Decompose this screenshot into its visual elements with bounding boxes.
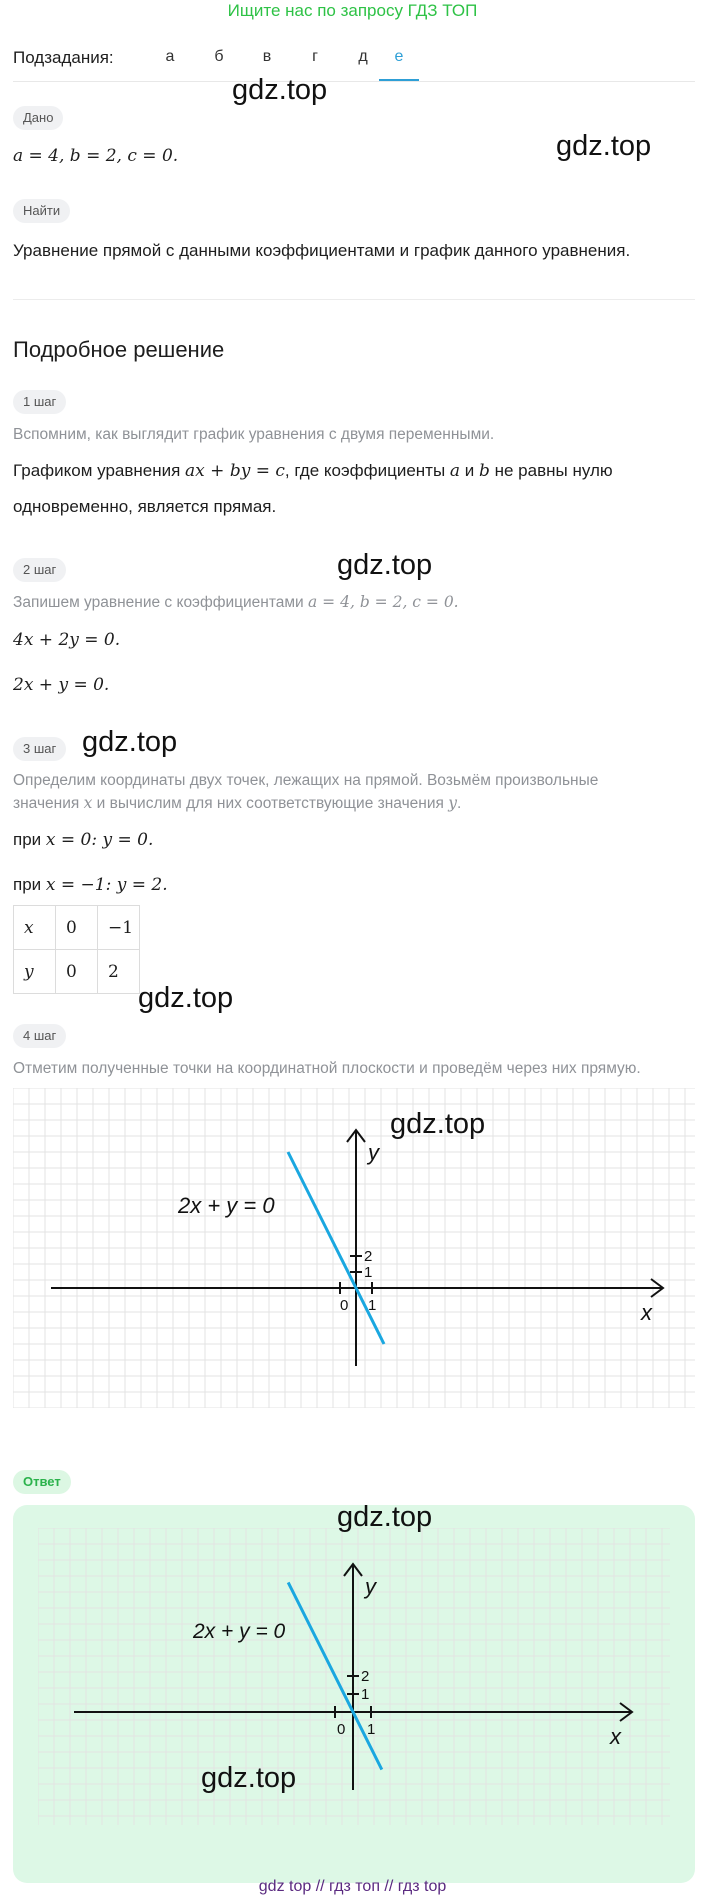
table-cell: x [14, 906, 56, 950]
subtask-tab-b[interactable]: б [214, 48, 224, 65]
table-cell: −1 [98, 906, 140, 950]
table-row [14, 906, 140, 950]
watermark: gdz.top [82, 726, 178, 758]
watermark: gdz.top [337, 549, 433, 581]
origin-label: 0 [337, 1721, 346, 1738]
section-divider [13, 299, 695, 300]
answer-coordinate-plot [38, 1528, 670, 1825]
solution-heading: Подробное решение [13, 337, 225, 362]
step3-hint2: значения x и вычислим для них соответствующие значения y. [13, 794, 462, 812]
y-tick-label: 1 [361, 1686, 370, 1703]
step4-hint: Отметим полученные точки на координатной плоскости и проведём через них прямую. [13, 1060, 641, 1077]
footer-links[interactable]: gdz top // гдз топ // гдз top [258, 1878, 447, 1895]
grid-lines [13, 1088, 695, 1408]
step2-eq1: 4x + 2y = 0. [13, 630, 121, 650]
step1-line1: Графиком уравнения ax + by = c, где коэффициенты a и b не равны нулю [13, 461, 613, 481]
x-tick-label: 1 [367, 1721, 376, 1738]
step1-line2: одновременно, является прямая. [13, 497, 277, 516]
x-axis-label: x [641, 1300, 652, 1325]
watermark: gdz.top [556, 130, 652, 162]
subtasks-label: Подзадания: [13, 48, 114, 67]
table-row [14, 950, 140, 994]
y-axis-label: y [365, 1574, 376, 1599]
step2-hint: Запишем уравнение с коэффициентами a = 4, b = 2, c = 0. [13, 593, 459, 611]
step1-hint: Вспомним, как выглядит график уравнения с двумя переменными. [13, 426, 495, 443]
subtask-tab-e[interactable]: е [379, 48, 419, 81]
step2-eq2: 2x + y = 0. [13, 675, 110, 695]
find-pill: Найти [13, 199, 70, 223]
table-cell: 0 [56, 950, 98, 994]
equation-label: 2x + y = 0 [178, 1193, 275, 1218]
subtasks-bar [13, 48, 695, 82]
step1-pill: 1 шаг [13, 390, 66, 414]
origin-label: 0 [340, 1297, 349, 1314]
watermark: gdz.top [337, 1501, 433, 1533]
table-cell: 2 [98, 950, 140, 994]
search-banner: Ищите нас по запросу ГДЗ ТОП [227, 1, 478, 20]
watermark: gdz.top [390, 1108, 486, 1140]
y-tick-label: 2 [364, 1248, 373, 1265]
subtask-tab-d[interactable]: д [358, 48, 368, 65]
answer-pill: Ответ [13, 1470, 71, 1494]
step3-hint1: Определим координаты двух точек, лежащих на прямой. Возьмём произвольные [13, 772, 599, 789]
step4-pill: 4 шаг [13, 1024, 66, 1048]
given-pill: Дано [13, 106, 63, 130]
watermark: gdz.top [138, 982, 234, 1014]
coordinate-plot [13, 1088, 695, 1408]
watermark: gdz.top [232, 74, 328, 106]
x-tick-label: 1 [368, 1297, 377, 1314]
step3-point1: при x = 0: y = 0. [13, 830, 154, 850]
values-table [13, 905, 140, 994]
subtask-tab-a[interactable]: а [165, 48, 175, 65]
y-tick-label: 2 [361, 1668, 370, 1685]
step2-pill: 2 шаг [13, 558, 66, 582]
find-text: Уравнение прямой с данными коэффициентами и график данного уравнения. [13, 241, 631, 260]
subtask-tab-v[interactable]: в [262, 48, 272, 65]
watermark: gdz.top [201, 1762, 297, 1794]
subtask-tab-g[interactable]: г [312, 48, 318, 65]
table-cell: y [14, 950, 56, 994]
step3-pill: 3 шаг [13, 737, 66, 761]
table-cell: 0 [56, 906, 98, 950]
step3-point2: при x = −1: y = 2. [13, 875, 168, 895]
equation-label: 2x + y = 0 [193, 1620, 286, 1643]
given-formula: a = 4, b = 2, c = 0. [13, 146, 179, 166]
x-axis-label: x [610, 1724, 621, 1749]
y-tick-label: 1 [364, 1264, 373, 1281]
y-axis-label: y [368, 1140, 379, 1165]
